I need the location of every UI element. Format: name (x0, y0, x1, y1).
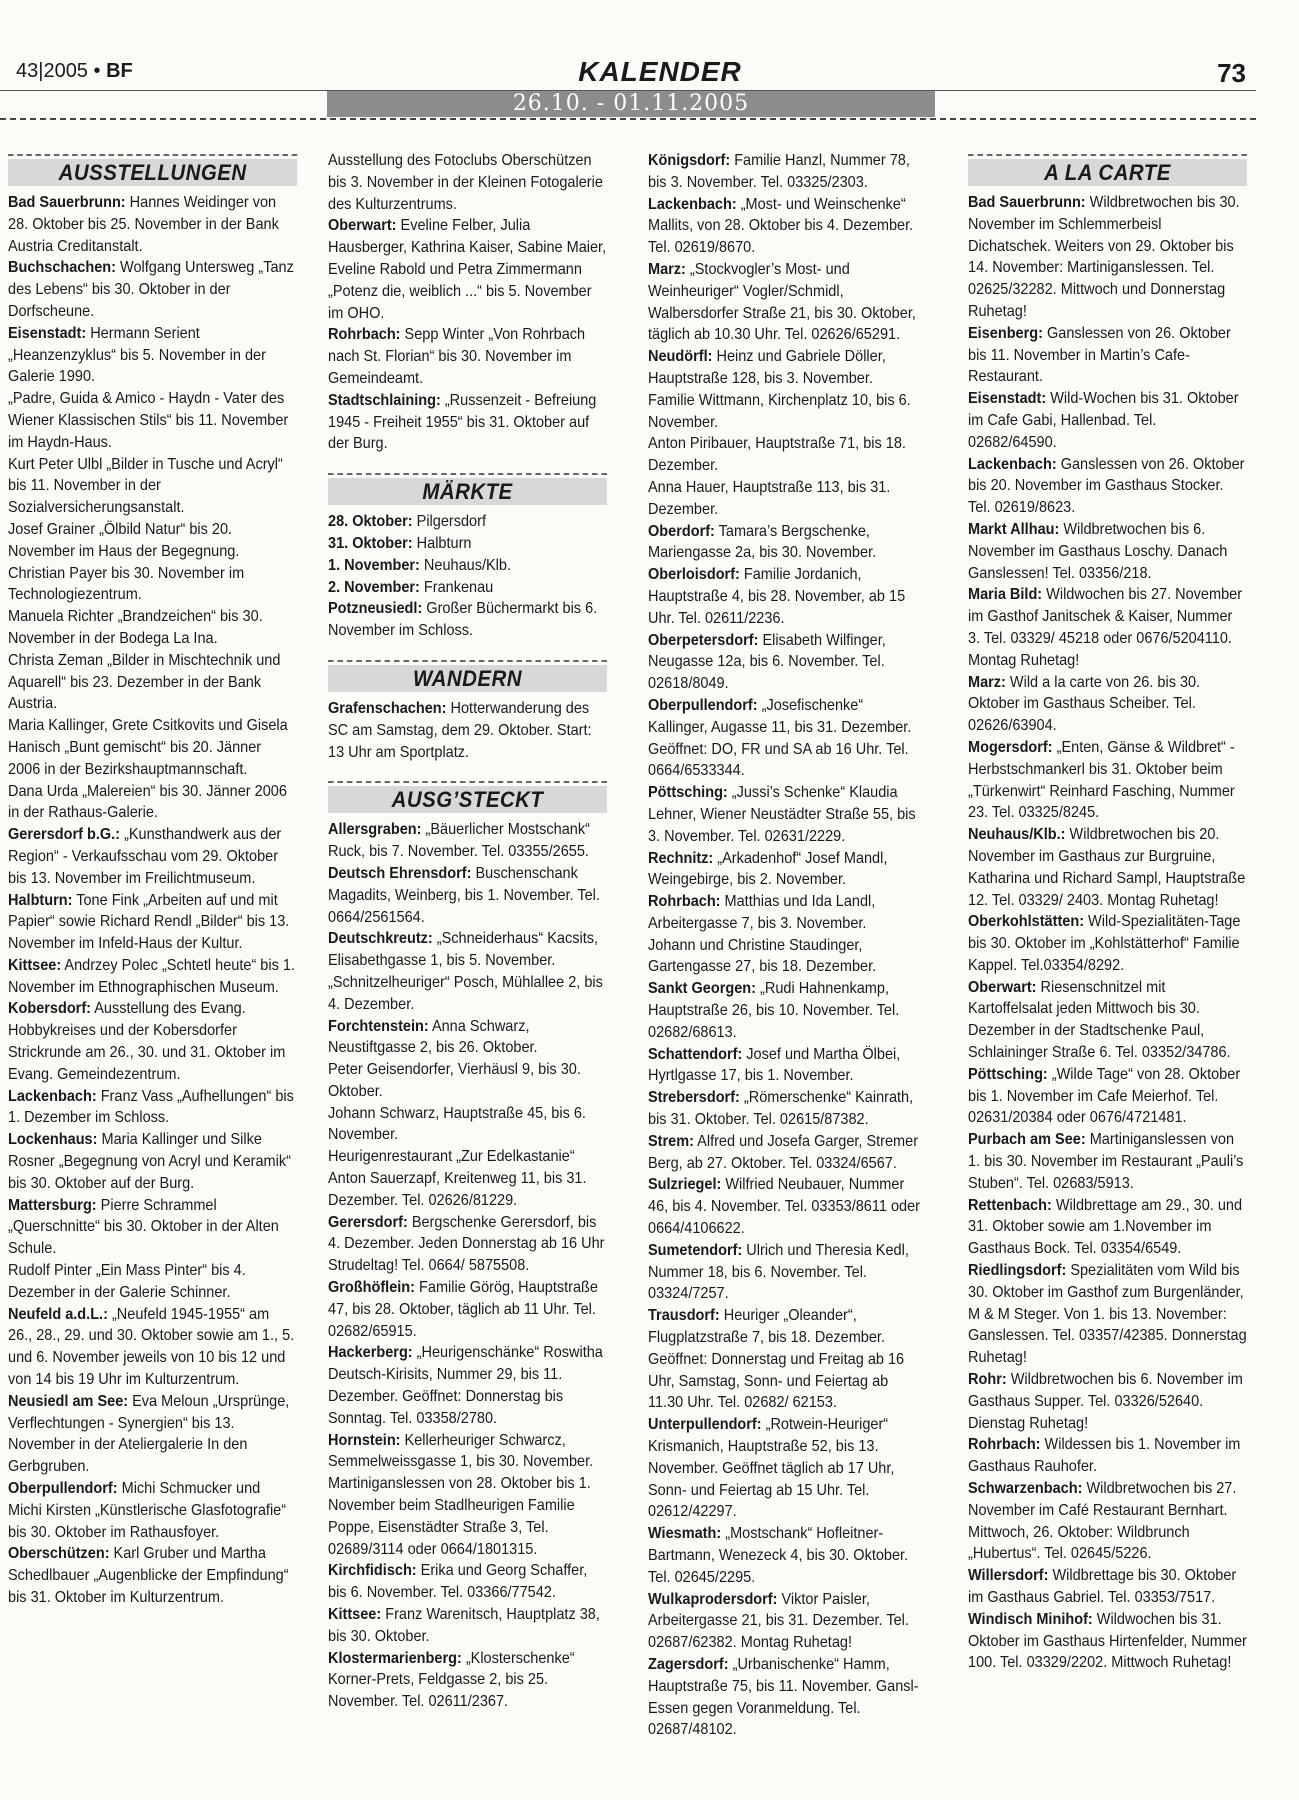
calendar-entry (8, 824, 297, 889)
entry-place: Deutschkreutz: (328, 930, 433, 948)
entry-text: Wildbretwochen bis 20. November im Gasthaus zur Burgruine, Katharina und Richard Sampl, Hauptstraße 12. Tel. 03329/ 2403. Montag Ruhetag! (968, 826, 1246, 909)
entry-place: Klostermarienberg: (328, 1649, 462, 1667)
calendar-entry (968, 737, 1247, 824)
entry-text: „Mostschank“ Hofleitner-Bartmann, Wenezeck 4, bis 30. Oktober. Tel. 02645/2295. (648, 1525, 909, 1586)
entry-text: „Urbanischenke“ Hamm, Hauptstraße 75, bis 11. November. Gansl-Essen gegen Voranmeldung. Tel. 02687/48102. (648, 1655, 919, 1739)
entry-text: Wild-Spezialitäten-Tage bis 30. Oktober im „Kohlstätterhof“ Familie Kappel. Tel.03354/8292. (968, 913, 1241, 974)
page-number: 73 (1217, 58, 1246, 88)
calendar-entry (968, 1260, 1247, 1369)
calendar-entry (328, 1604, 607, 1648)
calendar-entry (8, 388, 297, 453)
calendar-entry (648, 1087, 926, 1131)
header-divider (0, 118, 1256, 120)
calendar-entry (648, 630, 926, 695)
calendar-entry (328, 1648, 607, 1713)
entry-text: Pilgersdorf (412, 513, 486, 531)
entry-place: Buchschachen: (8, 259, 116, 277)
calendar-entry (328, 1103, 607, 1147)
entry-text: Familie Jordanich, Hauptstraße 4, bis 28. November, ab 15 Uhr. Tel. 02611/2236. (648, 566, 906, 627)
entry-text: Erika und Georg Schaffer, bis 6. November. Tel. 03366/77542. (328, 1562, 588, 1602)
section-title: AUSG’STECKT (328, 786, 607, 813)
entry-text: Kellerheuriger Schwarcz, Semmelweissgasse 1, bis 30. November. Martiniganslessen von 28. Oktober bis 1. November beim Stadlheurigen Familie Poppe, Eisenstädter Straße 3, Tel. 02689/3114 oder 0664/1801315. (328, 1431, 594, 1558)
calendar-entry (328, 1430, 607, 1561)
entry-place: Potzneusiedl: (328, 600, 423, 618)
entry-text: Wild a la carte von 26. bis 30. Oktober im Gasthaus Scheiber. Tel. 02626/63904. (968, 673, 1201, 735)
entry-text: Franz Vass „Aufhellungen“ bis 1. Dezember im Schloss. (8, 1087, 294, 1127)
entry-place: Allersgraben: (328, 821, 422, 839)
entry-place: Oberpetersdorf: (648, 631, 759, 649)
entry-text: Maria Kallinger, Grete Csitkovits und Gisela Hanisch „Bunt gemischt“ bis 20. Jänner 2006 in der Bezirkshauptmannschaft. (8, 717, 288, 778)
section-title: AUSSTELLUNGEN (8, 159, 297, 186)
entry-place: Oberpullendorf: (8, 1480, 118, 1498)
calendar-entry (328, 598, 607, 642)
calendar-entry (968, 1478, 1247, 1565)
entry-place: Forchtenstein: (328, 1017, 429, 1035)
entry-text: Christa Zeman „Bilder in Mischtechnik und Aquarell“ bis 23. Dezember in der Bank Austria. (8, 651, 281, 713)
calendar-entry (648, 1414, 926, 1523)
entry-text: Neuhaus/Klb. (419, 556, 511, 574)
calendar-entry (648, 848, 926, 892)
calendar-entry (328, 215, 607, 324)
calendar-entry (648, 695, 926, 782)
entry-text: „Russenzeit - Befreiung 1945 - Freiheit 1955“ bis 31. Oktober auf der Burg. (328, 391, 597, 453)
entry-place: Schattendorf: (648, 1045, 743, 1063)
calendar-entry (648, 935, 926, 979)
entry-place: Hornstein: (328, 1431, 401, 1449)
entry-text: Michi Schmucker und Michi Kirsten „Künstlerische Glasfotografie“ bis 30. Oktober im Rathausfoyer. (8, 1480, 287, 1541)
entry-place: Rohrbach: (648, 893, 721, 911)
calendar-entry (968, 911, 1247, 976)
entry-text: Wildbrettage bis 30. Oktober im Gasthaus Gabriel. Tel. 03353/7517. (968, 1567, 1237, 1606)
entry-text: Tamara’s Bergschenke, Mariengasse 2a, bis 30. November. (648, 522, 877, 562)
entry-text: „Josefischenke“ Kallinger, Augasse 11, bis 31. Dezember. Geöffnet: DO, FR und SA ab 16 Uhr. Tel. 0664/6533344. (648, 696, 912, 780)
entry-text: Maria Kallinger und Silke Rosner „Begegnung von Acryl und Keramik“ bis 30. Oktober auf der Burg. (8, 1131, 291, 1192)
entry-text: Franz Warenitsch, Hauptplatz 38, bis 30. Oktober. (328, 1606, 600, 1645)
calendar-entry (8, 1086, 297, 1130)
column-1 (8, 150, 297, 1609)
calendar-entry (8, 955, 297, 999)
calendar-entry (648, 433, 926, 477)
calendar-entry (328, 698, 607, 763)
calendar-entry (968, 1565, 1247, 1609)
calendar-entry (968, 1129, 1247, 1194)
page-header (0, 56, 1256, 91)
entry-place: 2. November: (328, 578, 420, 596)
calendar-entry (328, 324, 607, 389)
entry-text: Hermann Serient „Heanzenzyklus“ bis 5. November in der Galerie 1990. (8, 324, 266, 386)
entry-place: Kobersdorf: (8, 1000, 91, 1018)
entry-text: Peter Geisendorfer, Vierhäusl 9, bis 30. Oktober. (328, 1061, 581, 1100)
entry-text: Sepp Winter „Von Rohrbach nach St. Florian“ bis 30. November im Gemeindeamt. (328, 326, 586, 387)
calendar-entry (968, 584, 1247, 671)
issue-number: 43|2005 (16, 60, 88, 82)
entry-text: Eveline Felber, Julia Hausberger, Kathrina Kaiser, Sabine Maier, Eveline Rabold und Petra Zimmermann „Potenz die, weiblich ...“ bis 5. November im OHO. (328, 217, 607, 322)
calendar-entry (8, 192, 297, 257)
calendar-entry (328, 1277, 607, 1342)
entry-text: „Wilde Tage“ von 28. Oktober bis 1. November im Cafe Meierhof. Tel. 02631/20384 oder 0676/4721481. (968, 1065, 1241, 1127)
entry-place: Lockenhaus: (8, 1131, 98, 1149)
calendar-entry (648, 1523, 926, 1588)
entry-text: „Neufeld 1945-1955“ am 26., 28., 29. und 30. Oktober sowie am 1., 5. und 6. November jeweils von 10 bis 12 und von 14 bis 19 Uhr im Kulturzentrum. (8, 1305, 295, 1389)
entry-text: Familie Wittmann, Kirchenplatz 10, bis 6. November. (648, 391, 911, 431)
entry-text: Wolfgang Untersweg „Tanz des Lebens“ bis 30. Oktober in der Dorfscheune. (8, 259, 294, 320)
calendar-entry (648, 150, 926, 194)
entry-text: Spezialitäten vom Wild bis 30. Oktober im Gasthof zum Burgenländer, M & M Steger. Von 1. bis 13. November: Ganslessen. Tel. 03357/42385. Donnerstag Ruhetag! (968, 1262, 1247, 1367)
entry-place: Eisenstadt: (8, 324, 87, 342)
section-heading-wandern (328, 660, 607, 692)
entry-place: Stadtschlaining: (328, 391, 441, 409)
entry-text: Wild-Wochen bis 31. Oktober im Cafe Gabi, Hallenbad. Tel. 02682/64590. (968, 390, 1239, 451)
calendar-entry (328, 1212, 607, 1277)
entry-text: Familie Görög, Hauptstraße 47, bis 28. Oktober, täglich ab 11 Uhr. Tel. 02682/65915. (328, 1279, 598, 1340)
column-2 (328, 150, 607, 1713)
entry-text: „Padre, Guida & Amico - Haydn - Vater des Wiener Klassischen Stils“ bis 11. November im Haydn-Haus. (8, 390, 289, 451)
entry-place: Sulzriegel: (648, 1176, 722, 1194)
entry-text: Riesenschnitzel mit Kartoffelsalat jeden Mittwoch bis 30. Dezember in der Stadtschenke Paul, Schlaininger Straße 6. Tel. 03352/34786. (968, 978, 1231, 1062)
entry-text: „Rudi Hahnenkamp, Hauptstraße 26, bis 10. November. Tel. 02682/68613. (648, 980, 900, 1041)
entry-place: Bad Sauerbrunn: (8, 194, 126, 211)
entry-text: Josef und Martha Ölbei, Hyrtlgasse 17, bis 1. November. (648, 1045, 901, 1085)
calendar-entry (648, 259, 926, 346)
section-spacer (328, 763, 607, 777)
section-heading-maerkte (328, 473, 607, 505)
entry-place: Unterpullendorf: (648, 1416, 762, 1434)
entry-text: Elisabeth Wilfinger, Neugasse 12a, bis 6. November. Tel. 02618/8049. (648, 631, 886, 693)
entry-text: Familie Hanzl, Nummer 78, bis 3. November. Tel. 03325/2303. (648, 152, 910, 191)
entry-text: Hannes Weidinger von 28. Oktober bis 25. November in der Bank Austria Creditanstalt. (8, 194, 279, 255)
section-title: A LA CARTE (968, 159, 1247, 186)
entry-text: Wildwochen bis 27. November im Gasthof Janitschek & Kaiser, Nummer 3. Tel. 03329/ 45218 oder 0676/5204110. Montag Ruhetag! (968, 586, 1243, 669)
calendar-entry (968, 672, 1247, 737)
entry-text: Eva Meloun „Ursprünge, Verflechtungen - Synergien“ bis 13. November in der Ateliergalerie In den Gerbgruben. (8, 1392, 290, 1476)
entry-text: Kurt Peter Ulbl „Bilder in Tusche und Acryl“ bis 11. November in der Sozialversicherungsanstalt. (8, 455, 283, 517)
calendar-entry (8, 890, 297, 955)
entry-text: „Bäuerlicher Mostschank“ Ruck, bis 7. November. Tel. 03355/2655. (328, 821, 590, 861)
section-spacer (328, 455, 607, 469)
entry-text: Johann Schwarz, Hauptstraße 45, bis 6. November. (328, 1104, 586, 1144)
calendar-entry (8, 715, 297, 780)
calendar-entry (328, 511, 607, 533)
entry-text: Ganslessen von 26. Oktober bis 20. November im Gasthaus Stocker. Tel. 02619/8623. (968, 455, 1245, 517)
publication-name: BF (106, 60, 133, 82)
entry-text: Wilfried Neubauer, Nummer 46, bis 4. November. Tel. 03353/8611 oder 0664/4106622. (648, 1176, 920, 1238)
calendar-entry (648, 1305, 926, 1414)
entry-place: Neuhaus/Klb.: (968, 826, 1066, 844)
entry-text: Hotterwanderung des SC am Samstag, dem 29. Oktober. Start: 13 Uhr am Sportplatz. (328, 699, 592, 761)
calendar-entry (328, 150, 607, 215)
calendar-entry (8, 1129, 297, 1194)
entry-text: Andrzey Polec „Schtetl heute“ bis 1. November im Ethnographischen Museum. (8, 956, 295, 996)
calendar-entry (8, 998, 297, 1085)
entry-text: Heuriger „Oleander“, Flugplatzstraße 7, bis 18. Dezember. Geöffnet: Donnerstag und Freitag ab 16 Uhr, Samstag, Sonn- und Feiertag ab 11.30 Uhr. Tel. 02682/ 62153. (648, 1307, 905, 1412)
calendar-entry (968, 1434, 1247, 1478)
entry-place: Purbach am See: (968, 1131, 1086, 1149)
calendar-entry (648, 1131, 926, 1175)
entry-place: Wulkaprodersdorf: (648, 1590, 778, 1608)
calendar-entry (968, 388, 1247, 453)
issue-separator: • (93, 60, 101, 82)
entry-place: Rohrbach: (968, 1436, 1041, 1454)
entry-text: Wildbretwochen bis 6. November im Gasthaus Loschy. Danach Ganslessen! Tel. 03356/218. (968, 520, 1228, 582)
calendar-entry (648, 1240, 926, 1305)
entry-place: Kittsee: (8, 956, 62, 974)
calendar-entry (8, 1543, 297, 1608)
calendar-entry (8, 781, 297, 825)
entry-text: Karl Gruber und Martha Schedlbauer „Augenblicke der Empfindung“ bis 31. Oktober im Kulturzentrum. (8, 1545, 289, 1606)
entry-text: Wildbretwochen bis 27. November im Café Restaurant Bernhart. Mittwoch, 26. Oktober: Wildbrunch „Hubertus“. Tel. 02645/5226. (968, 1480, 1237, 1563)
entry-text: „Schneiderhaus“ Kacsits, Elisabethgasse 1, bis 5. November. „Schnitzelheuriger“ Posch, Mühlallee 2, bis 4. Dezember. (328, 930, 603, 1013)
entry-place: Eisenstadt: (968, 390, 1047, 408)
entry-text: Christian Payer bis 30. November im Technologiezentrum. (8, 564, 245, 604)
entry-text: Anna Schwarz, Neustiftgasse 2, bis 26. Oktober. (328, 1017, 538, 1057)
entry-place: Kirchfidisch: (328, 1562, 417, 1580)
entry-place: Mattersburg: (8, 1196, 97, 1214)
column-3 (648, 150, 926, 1741)
calendar-entry (328, 1059, 607, 1103)
calendar-entry (328, 1146, 607, 1211)
entry-place: Deutsch Ehrensdorf: (328, 864, 472, 882)
entry-text: Großer Büchermarkt bis 6. November im Schloss. (328, 600, 598, 640)
entry-text: Heurigenrestaurant „Zur Edelkastanie“ Anton Sauerzapf, Kreitenweg 11, bis 31. Dezember. Tel. 02626/81229. (328, 1148, 587, 1209)
entry-place: Bad Sauerbrunn: (968, 194, 1086, 211)
entry-text: Anna Hauer, Hauptstraße 113, bis 31. Dezember. (648, 478, 891, 518)
entry-place: Hackerberg: (328, 1344, 413, 1362)
entry-text: Heinz und Gabriele Döller, Hauptstraße 128, bis 3. November. (648, 348, 886, 387)
entry-text: „Kunsthandwerk aus der Region“ - Verkaufsschau vom 29. Oktober bis 13. November im Freilichtmuseum. (8, 826, 282, 887)
entry-place: Riedlingsdorf: (968, 1262, 1067, 1280)
entry-place: Gerersdorf: (328, 1213, 408, 1231)
calendar-entry (8, 257, 297, 322)
entry-place: Oberwart: (328, 217, 397, 235)
calendar-entry (648, 891, 926, 935)
entry-place: Oberschützen: (8, 1545, 110, 1563)
entry-text: Buschenschank Magadits, Weinberg, bis 1. November. Tel. 0664/2561564. (328, 864, 600, 926)
entry-text: Manuela Richter „Brandzeichen“ bis 30. November in der Bodega La Ina. (8, 608, 263, 647)
entry-place: Oberpullendorf: (648, 696, 758, 714)
calendar-entry (648, 782, 926, 847)
calendar-entry (648, 521, 926, 565)
calendar-entry (648, 194, 926, 259)
calendar-entry (968, 323, 1247, 388)
calendar-entry (328, 533, 607, 555)
entry-place: Mogersdorf: (968, 738, 1053, 756)
entry-text: Pierre Schrammel „Querschnitte“ bis 30. Oktober in der Alten Schule. (8, 1196, 279, 1258)
date-range-banner: 26.10. - 01.11.2005 (327, 91, 935, 117)
entry-text: Johann und Christine Staudinger, Gartengasse 27, bis 18. Dezember. (648, 936, 877, 976)
column-4 (968, 150, 1247, 1674)
entry-text: „Rotwein-Heuriger“ Krismanich, Hauptstraße 52, bis 13. November. Geöffnet täglich ab 17 Uhr, Sonn- und Feiertag ab 15 Uhr. Tel. 02612/42297. (648, 1416, 895, 1521)
calendar-entry (8, 606, 297, 650)
entry-place: Maria Bild: (968, 586, 1043, 604)
entry-place: Windisch Minihof: (968, 1610, 1093, 1628)
calendar-entry (968, 519, 1247, 584)
entry-place: Schwarzenbach: (968, 1480, 1083, 1498)
calendar-entry (328, 863, 607, 928)
calendar-entry (648, 564, 926, 629)
calendar-entry (8, 563, 297, 607)
entry-text: „Most- und Weinschenke“ Mallits, von 28. Oktober bis 4. Dezember. Tel. 02619/8670. (648, 195, 914, 257)
entry-text: Tone Fink „Arbeiten auf und mit Papier“ sowie Richard Rendl „Bilder“ bis 13. November im Infeld-Haus der Kultur. (8, 891, 290, 953)
calendar-entry (8, 1391, 297, 1478)
entry-place: Rohr: (968, 1371, 1007, 1389)
section-heading-alacarte (968, 154, 1247, 186)
calendar-entry (8, 1260, 297, 1304)
entry-place: Sumetendorf: (648, 1241, 743, 1259)
calendar-entry (968, 1064, 1247, 1129)
entry-place: Marz: (648, 260, 686, 278)
calendar-entry (328, 1016, 607, 1060)
entry-place: Strebersdorf: (648, 1089, 740, 1107)
calendar-entry (328, 928, 607, 1015)
entry-place: Marz: (968, 673, 1006, 691)
entry-place: Eisenberg: (968, 324, 1043, 342)
entry-text: Ausstellung des Fotoclubs Oberschützen bis 3. November in der Kleinen Fotogalerie des Kulturzentrums. (328, 152, 603, 213)
calendar-entry (648, 1174, 926, 1239)
entry-place: Oberwart: (968, 978, 1037, 996)
section-title: MÄRKTE (328, 478, 607, 505)
entry-place: Rechnitz: (648, 849, 714, 867)
entry-place: Großhöflein: (328, 1279, 416, 1297)
calendar-entry (648, 390, 926, 434)
entry-text: „Jussi’s Schenke“ Klaudia Lehner, Wiener Neustädter Straße 55, bis 3. November. Tel. 02631/2229. (648, 784, 916, 845)
entry-text: Dana Urda „Malereien“ bis 30. Jänner 2006 in der Rathaus-Galerie. (8, 782, 287, 822)
entry-place: Lackenbach: (8, 1087, 97, 1105)
calendar-entry (968, 1195, 1247, 1260)
entry-text: Wildbrettage am 29., 30. und 31. Oktober sowie am 1.November im Gasthaus Bock. Tel. 03354/6549. (968, 1196, 1243, 1258)
calendar-entry (328, 577, 607, 599)
entry-text: Josef Grainer „Ölbild Natur“ bis 20. November im Haus der Begegnung. (8, 520, 240, 560)
calendar-entry (968, 454, 1247, 519)
entry-text: Halbturn (412, 534, 472, 552)
entry-place: Oberdorf: (648, 522, 715, 540)
entry-text: Matthias und Ida Landl, Arbeitergasse 7, bis 3. November. (648, 893, 876, 932)
calendar-entry (8, 1195, 297, 1260)
entry-text: „Klosterschenke“ Korner-Prets, Feldgasse 2, bis 25. November. Tel. 02611/2367. (328, 1649, 575, 1711)
calendar-entry (8, 1478, 297, 1543)
entry-text: Martiniganslessen von 1. bis 30. November im Restaurant „Pauli’s Stuben“. Tel. 02683/5913. (968, 1131, 1244, 1192)
entry-place: Lackenbach: (968, 455, 1057, 473)
entry-place: 28. Oktober: (328, 513, 413, 531)
entry-place: Pöttsching: (968, 1065, 1048, 1083)
calendar-entry (968, 824, 1247, 911)
entry-place: Neudörfl: (648, 348, 713, 366)
entry-place: Rohrbach: (328, 326, 401, 344)
entry-place: Grafenschachen: (328, 699, 447, 717)
entry-place: Lackenbach: (648, 195, 737, 213)
entry-place: Oberloisdorf: (648, 566, 740, 584)
entry-text: Wildbretwochen bis 30. November im Schlemmerbeisl Dichatschek. Weiters von 29. Oktober bis 14. November: Martiniganslessen. Tel. 02625/32282. Mittwoch und Donnerstag Ruhetag! (968, 194, 1240, 320)
section-heading-ausstellungen (8, 154, 297, 186)
calendar-entry (648, 978, 926, 1043)
calendar-entry (968, 1609, 1247, 1674)
calendar-entry (648, 346, 926, 390)
entry-place: Kittsee: (328, 1606, 382, 1624)
entry-place: Oberkohlstätten: (968, 913, 1085, 931)
calendar-entry (328, 390, 607, 455)
entry-place: Willersdorf: (968, 1567, 1049, 1585)
entry-text: Viktor Paisler, Arbeitergasse 21, bis 31. Dezember. Tel. 02687/62382. Montag Ruhetag! (648, 1590, 909, 1652)
calendar-entry (8, 454, 297, 519)
entry-place: Königsdorf: (648, 152, 731, 169)
calendar-entry (8, 323, 297, 388)
calendar-entry (8, 650, 297, 715)
page-title: KALENDER (578, 56, 742, 87)
entry-place: Rettenbach: (968, 1196, 1052, 1214)
calendar-entry (328, 555, 607, 577)
calendar-entry (8, 1304, 297, 1391)
calendar-entry (648, 1044, 926, 1088)
entry-text: Ganslessen von 26. Oktober bis 11. November in Martin’s Cafe-Restaurant. (968, 324, 1231, 386)
entry-place: Halbturn: (8, 891, 73, 909)
entry-place: Wiesmath: (648, 1525, 722, 1543)
entry-text: Ausstellung des Evang. Hobbykreises und der Kobersdorfer Strickrunde am 26., 30. und 31. Oktober im Evang. Gemeindezentrum. (8, 1000, 286, 1083)
section-heading-ausgsteckt (328, 781, 607, 813)
calendar-entry (648, 477, 926, 521)
entry-place: Markt Allhau: (968, 520, 1060, 538)
entry-text: „Heurigenschänke“ Roswitha Deutsch-Kirisits, Nummer 29, bis 11. Dezember. Geöffnet: Donnerstag bis Sonntag. Tel. 03358/2780. (328, 1344, 603, 1427)
entry-place: Zagersdorf: (648, 1655, 729, 1673)
entry-place: Trausdorf: (648, 1307, 720, 1325)
entry-text: Rudolf Pinter „Ein Mass Pinter“ bis 4. Dezember in der Galerie Schinner. (8, 1262, 246, 1301)
entry-text: Bergschenke Gerersdorf, bis 4. Dezember. Jeden Donnerstag ab 16 Uhr Strudeltag! Tel. 0664/ 5875508. (328, 1213, 605, 1275)
issue-info (16, 60, 133, 83)
entry-place: Sankt Georgen: (648, 980, 756, 998)
entry-place: Gerersdorf b.G.: (8, 826, 121, 844)
entry-text: Wildbretwochen bis 6. November im Gasthaus Supper. Tel. 03326/52640. Dienstag Ruhetag! (968, 1371, 1243, 1432)
calendar-entry (8, 519, 297, 563)
calendar-entry (648, 1589, 926, 1654)
entry-text: „Enten, Gänse & Wildbret“ - Herbstschmankerl bis 31. Oktober beim „Türkenwirt“ Reinhard Fasching, Nummer 23. Tel. 03325/8245. (968, 738, 1235, 822)
entry-place: Pöttsching: (648, 784, 728, 802)
calendar-entry (968, 1369, 1247, 1434)
section-spacer (328, 642, 607, 656)
entry-text: „Römerschenke“ Kainrath, bis 31. Oktober. Tel. 02615/87382. (648, 1089, 914, 1129)
entry-text: Wildwochen bis 31. Oktober im Gasthaus Hirtenfelder, Nummer 100. Tel. 03329/2202. Mittwoch Ruhetag! (968, 1610, 1247, 1672)
entry-place: Strem: (648, 1132, 694, 1150)
entry-text: Anton Piribauer, Hauptstraße 71, bis 18. Dezember. (648, 435, 906, 475)
entry-place: 1. November: (328, 556, 420, 574)
calendar-entry (968, 192, 1247, 323)
calendar-entry (648, 1654, 926, 1741)
calendar-entry (328, 1342, 607, 1429)
calendar-entry (968, 977, 1247, 1064)
entry-place: Neufeld a.d.L.: (8, 1305, 108, 1323)
entry-text: „Stockvogler’s Most- und Weinheuriger“ Vogler/Schmidl, Walbersdorfer Straße 21, bis 30. Oktober, täglich ab 10.30 Uhr. Tel. 02626/65291. (648, 260, 916, 344)
calendar-entry (328, 1560, 607, 1604)
entry-text: Ulrich und Theresia Kedl, Nummer 18, bis 6. November. Tel. 03324/7257. (648, 1241, 909, 1303)
calendar-entry (328, 819, 607, 863)
entry-text: Frankenau (419, 578, 494, 596)
entry-place: 31. Oktober: (328, 534, 413, 552)
entry-text: Alfred und Josefa Garger, Stremer Berg, ab 27. Oktober. Tel. 03324/6567. (648, 1132, 919, 1172)
entry-text: Wildessen bis 1. November im Gasthaus Rauhofer. (968, 1436, 1241, 1476)
section-title: WANDERN (328, 665, 607, 692)
entry-place: Neusiedl am See: (8, 1392, 129, 1410)
entry-text: „Arkadenhof“ Josef Mandl, Weingebirge, bis 2. November. (648, 849, 888, 889)
